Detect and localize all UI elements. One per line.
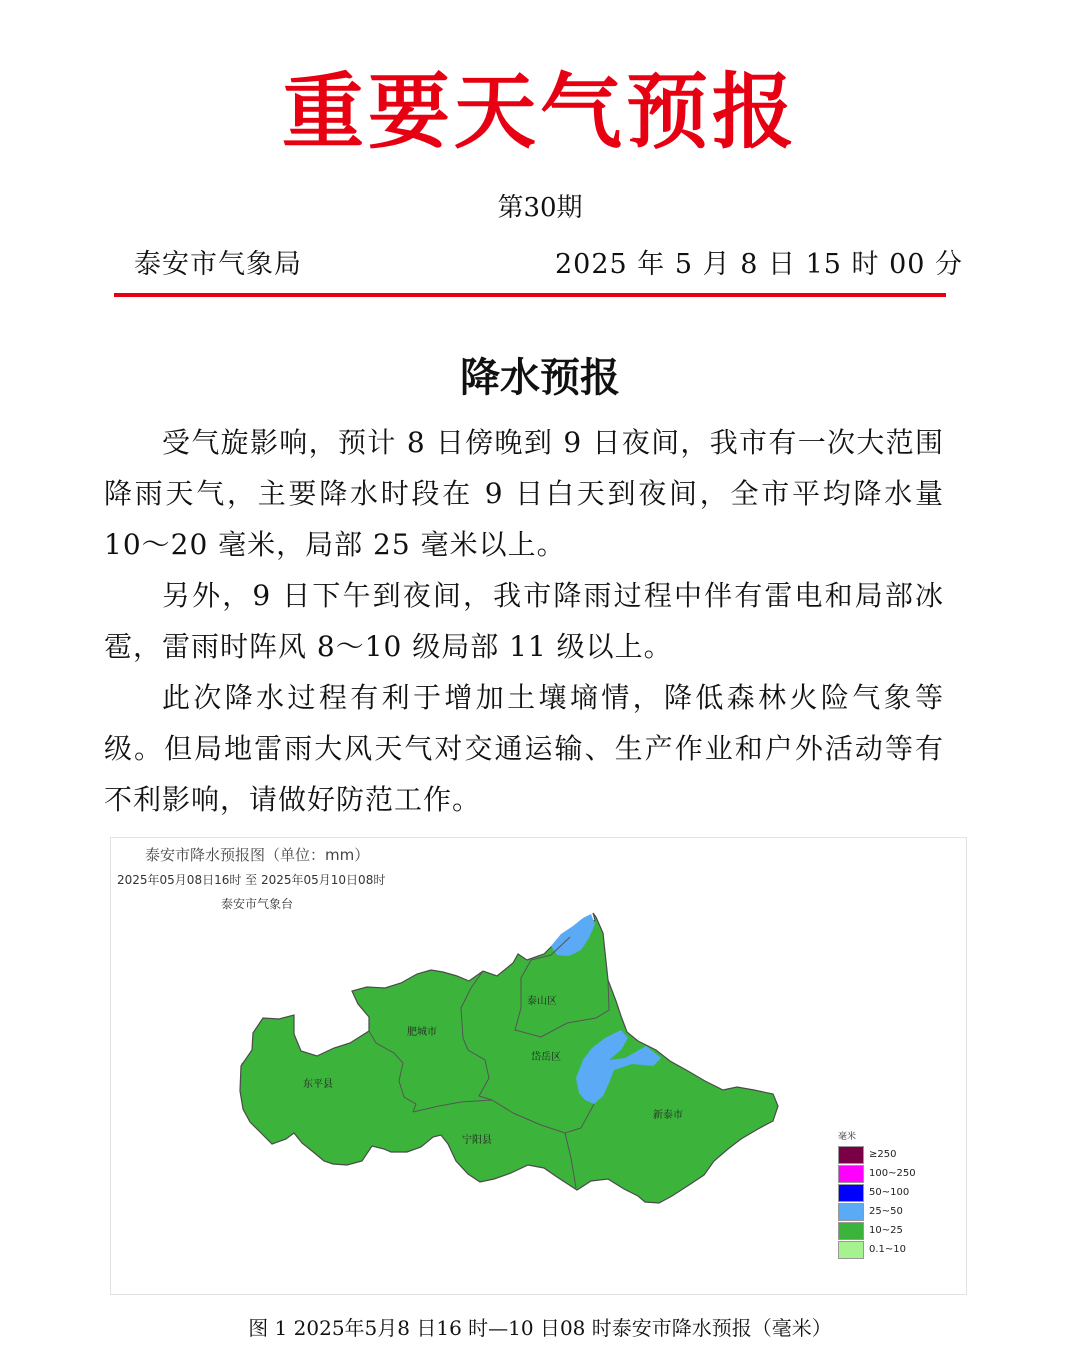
region-label-daiyue: 岱岳区 <box>531 1052 561 1063</box>
map-legend <box>838 1131 916 1259</box>
legend-label: 50~100 <box>869 1187 910 1198</box>
region-label-dongping: 东平县 <box>303 1079 333 1090</box>
legend-swatch <box>838 1146 864 1164</box>
next-page-text-fragment <box>104 1353 944 1360</box>
legend-item <box>838 1145 916 1164</box>
legend-item <box>838 1164 916 1183</box>
region-label-ningyang: 宁阳县 <box>462 1135 492 1146</box>
paragraph-3: 此次降水过程有利于增加土壤墒情，降低森林火险气象等级。但局地雷雨大风天气对交通运输、生产作业和户外活动等有不利影响，请做好防范工作。 <box>104 681 944 816</box>
section-title: 降水预报 <box>460 354 620 401</box>
issue-number: 第30期 <box>497 193 583 223</box>
map-area-main <box>240 913 778 1203</box>
legend-swatch <box>838 1184 864 1202</box>
legend-swatch <box>838 1165 864 1183</box>
document-title: 重要天气预报 <box>281 64 798 160</box>
legend-label: 100~250 <box>869 1168 916 1179</box>
legend-swatch <box>838 1203 864 1221</box>
region-label-taishan: 泰山区 <box>527 996 557 1007</box>
map-period: 2025年05月08日16时 至 2025年05月10日08时 <box>117 873 386 887</box>
legend-item <box>838 1240 916 1259</box>
legend-label: 0.1~10 <box>869 1244 907 1255</box>
issue-date: 2025 年 5 月 8 日 15 时 00 分 <box>555 249 964 280</box>
legend-unit: 毫米 <box>838 1132 857 1142</box>
legend-item <box>838 1183 916 1202</box>
legend-swatch <box>838 1241 864 1259</box>
legend-label: 10~25 <box>869 1225 903 1236</box>
precipitation-map-figure <box>110 837 967 1295</box>
paragraph-1: 受气旋影响，预计 8 日傍晚到 9 日夜间，我市有一次大范围降雨天气，主要降水时段在 9 日白天到夜间，全市平均降水量 10～20 毫米，局部 25 毫米以上。 <box>104 426 944 561</box>
map-title: 泰安市降水预报图（单位：mm） <box>145 846 370 864</box>
legend-label: 25~50 <box>869 1206 903 1217</box>
region-label-feicheng: 肥城市 <box>407 1027 437 1038</box>
region-label-xintai: 新泰市 <box>653 1110 683 1121</box>
header-divider <box>114 293 946 297</box>
legend-item <box>838 1202 916 1221</box>
legend-swatch <box>838 1222 864 1240</box>
figure-caption: 图 1 2025年5月8 日16 时—10 日08 时泰安市降水预报（毫米） <box>248 1316 832 1340</box>
paragraph-2: 另外，9 日下午到夜间，我市降雨过程中伴有雷电和局部冰雹，雷雨时阵风 8～10 级局部 11 级以上。 <box>104 579 944 663</box>
map-organization: 泰安市气象台 <box>221 897 294 911</box>
legend-label: ≥250 <box>869 1149 897 1160</box>
issuer: 泰安市气象局 <box>134 249 302 280</box>
legend-item <box>838 1221 916 1240</box>
